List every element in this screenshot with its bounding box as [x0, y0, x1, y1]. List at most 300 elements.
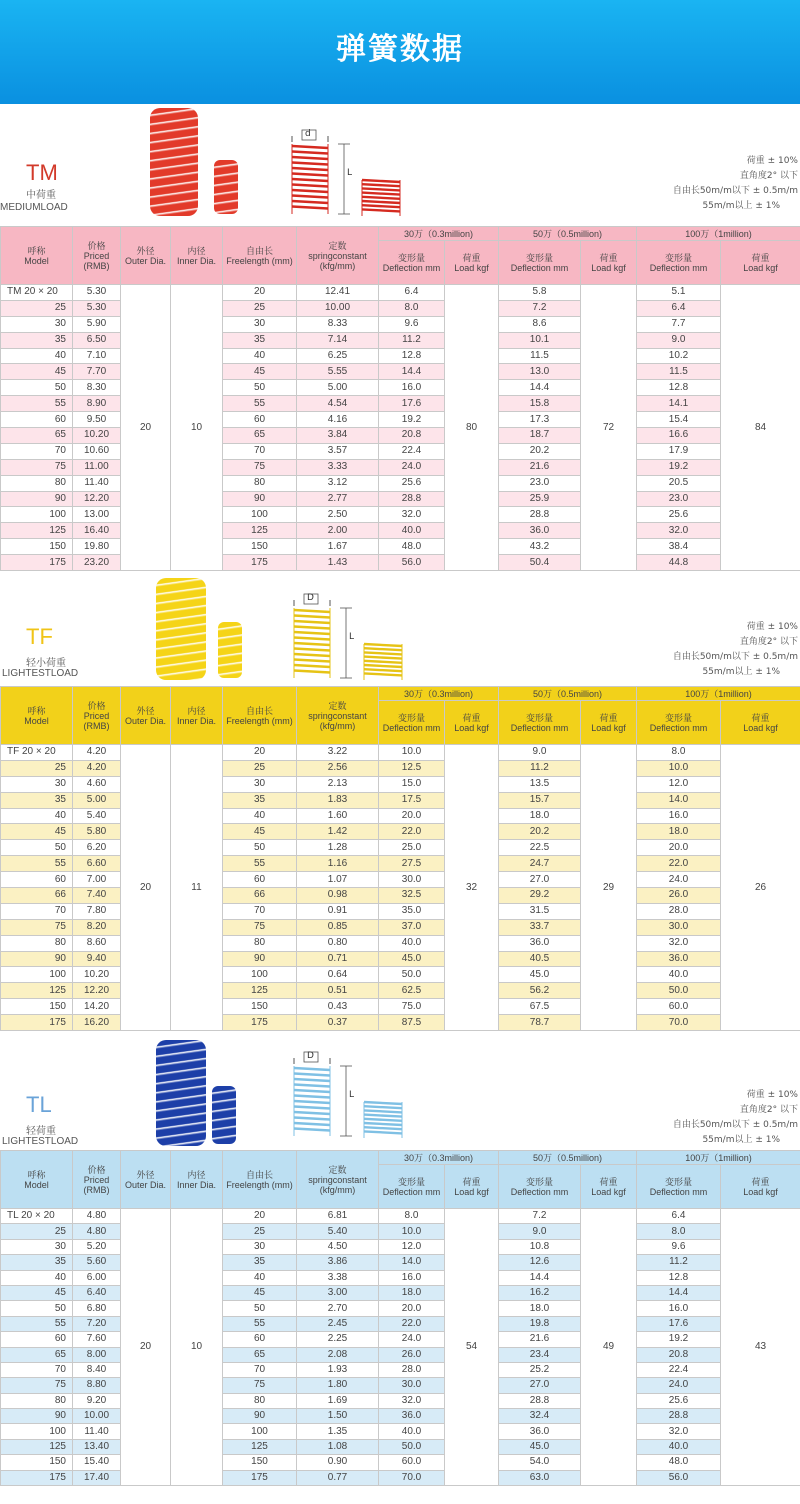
header-cn: 变形量 — [397, 712, 425, 723]
table-row — [1, 1393, 800, 1408]
cell-price: 6.60 — [73, 856, 121, 872]
cell-deflection-30: 10.0 — [379, 745, 445, 761]
cell-price: 9.40 — [73, 951, 121, 967]
header-cn: 外径 — [136, 1169, 155, 1180]
cell-deflection-100: 40.0 — [637, 967, 721, 983]
table-row — [1, 903, 800, 919]
header-deflection — [379, 1165, 445, 1209]
table-row — [1, 1424, 800, 1439]
cell-spring-constant: 1.35 — [297, 1424, 379, 1439]
spring-photo-small — [212, 1086, 236, 1144]
cell-deflection-30: 10.0 — [379, 1224, 445, 1239]
cell-price: 15.40 — [73, 1455, 121, 1470]
cell-price: 5.30 — [73, 300, 121, 316]
header-en: Load kgf — [454, 262, 489, 273]
cell-price: 11.00 — [73, 459, 121, 475]
cell-price: 17.40 — [73, 1470, 121, 1485]
header-cycle: 50万（0.5million) — [499, 227, 637, 241]
table-row — [1, 475, 800, 491]
tolerance-note: 55m/m以上 ± 1% — [702, 201, 780, 211]
table-row — [1, 1347, 800, 1362]
cell-deflection-100: 20.0 — [637, 840, 721, 856]
header-inner-dia — [171, 227, 223, 285]
cell-deflection-30: 56.0 — [379, 555, 445, 571]
cell-deflection-50: 23.0 — [499, 475, 581, 491]
cell-freelength: 90 — [223, 491, 297, 507]
cell-freelength: 55 — [223, 396, 297, 412]
header-load — [445, 1165, 499, 1209]
header-en: Freelength (mm) — [226, 715, 293, 726]
cell-price: 5.80 — [73, 824, 121, 840]
diagram-label-d: D — [307, 1051, 314, 1061]
header-cn: 呼称 — [27, 245, 46, 256]
header-cn: 呼称 — [27, 1169, 46, 1180]
tolerance-note: 荷重 ± 10% — [746, 156, 798, 166]
table-row — [1, 760, 800, 776]
cell-freelength: 35 — [223, 1255, 297, 1270]
header-cn: 呼称 — [27, 705, 46, 716]
table-row — [1, 1224, 800, 1239]
cell-deflection-30: 26.0 — [379, 1347, 445, 1362]
cell-spring-constant: 0.91 — [297, 903, 379, 919]
series-code: TF — [26, 624, 53, 649]
table-row — [1, 792, 800, 808]
header-cn: 价格 — [87, 240, 106, 251]
title-banner — [0, 0, 800, 104]
cell-deflection-30: 24.0 — [379, 459, 445, 475]
cell-deflection-30: 16.0 — [379, 1270, 445, 1285]
spec-table — [0, 226, 800, 571]
tolerance-note: 荷重 ± 10% — [746, 1090, 798, 1100]
cell-freelength: 65 — [223, 1347, 297, 1362]
cell-price: 23.20 — [73, 555, 121, 571]
cell-model: 150 — [1, 999, 73, 1015]
table-row — [1, 412, 800, 428]
table-row — [1, 348, 800, 364]
header-cn: 变形量 — [525, 1176, 553, 1187]
cell-deflection-100: 14.0 — [637, 792, 721, 808]
table-row — [1, 539, 800, 555]
cell-spring-constant: 0.80 — [297, 935, 379, 951]
cell-model: 100 — [1, 1424, 73, 1439]
cell-deflection-50: 21.6 — [499, 1332, 581, 1347]
cell-deflection-50: 10.8 — [499, 1239, 581, 1254]
header-en: Outer Dia. — [124, 1179, 166, 1190]
table-row — [1, 1209, 800, 1224]
header-en: Outer Dia. — [124, 255, 166, 266]
cell-load-50: 72 — [581, 285, 637, 571]
table-row — [1, 1301, 800, 1316]
header-en: Deflection mm — [510, 262, 569, 273]
cell-spring-constant: 2.45 — [297, 1316, 379, 1331]
cell-deflection-30: 25.0 — [379, 840, 445, 856]
cell-inner-dia: 10 — [171, 285, 223, 571]
cell-freelength: 75 — [223, 919, 297, 935]
cell-deflection-50: 8.6 — [499, 316, 581, 332]
cell-deflection-50: 18.7 — [499, 428, 581, 444]
cell-deflection-50: 31.5 — [499, 903, 581, 919]
table-row — [1, 1255, 800, 1270]
series-name-cn: 轻小荷重 — [26, 658, 66, 669]
header-en: Model — [24, 1179, 49, 1190]
table-row — [1, 555, 800, 571]
series-name-en: MEDIUMLOAD — [0, 202, 68, 213]
cell-deflection-50: 45.0 — [499, 967, 581, 983]
cell-deflection-50: 15.7 — [499, 792, 581, 808]
cell-deflection-100: 15.4 — [637, 412, 721, 428]
header-cn: 价格 — [87, 700, 106, 711]
series-name-cn: 中荷重 — [26, 190, 56, 201]
header-cn: 外径 — [136, 245, 155, 256]
cell-deflection-100: 22.0 — [637, 856, 721, 872]
table-row — [1, 300, 800, 316]
cell-spring-constant: 3.12 — [297, 475, 379, 491]
header-spring-constant — [297, 227, 379, 285]
cell-deflection-100: 16.6 — [637, 428, 721, 444]
cell-model: 125 — [1, 1439, 73, 1454]
header-en: Deflection mm — [510, 722, 569, 733]
cell-deflection-30: 22.0 — [379, 1316, 445, 1331]
header-cn: 变形量 — [664, 252, 692, 263]
cell-deflection-100: 14.1 — [637, 396, 721, 412]
cell-price: 8.80 — [73, 1378, 121, 1393]
cell-deflection-30: 35.0 — [379, 903, 445, 919]
diagram-label-d: d — [305, 129, 311, 139]
header-en: Inner Dia. — [176, 255, 217, 266]
cell-deflection-30: 20.0 — [379, 1301, 445, 1316]
cell-deflection-50: 11.2 — [499, 760, 581, 776]
cell-price: 6.50 — [73, 332, 121, 348]
cell-freelength: 35 — [223, 792, 297, 808]
cell-deflection-30: 6.4 — [379, 285, 445, 301]
cell-deflection-30: 16.0 — [379, 380, 445, 396]
header-en: Freelength (mm) — [226, 255, 293, 266]
cell-model: 45 — [1, 824, 73, 840]
spring-photo-large — [156, 1040, 206, 1146]
cell-freelength: 30 — [223, 776, 297, 792]
cell-spring-constant: 1.60 — [297, 808, 379, 824]
cell-model: 100 — [1, 967, 73, 983]
cell-price: 8.40 — [73, 1362, 121, 1377]
cell-spring-constant: 2.56 — [297, 760, 379, 776]
tolerance-note: 自由长50m/m以下 ± 0.5m/m — [672, 1120, 798, 1130]
cell-deflection-100: 30.0 — [637, 919, 721, 935]
series-name-cn: 轻荷重 — [26, 1126, 56, 1137]
table-row — [1, 872, 800, 888]
cell-deflection-50: 7.2 — [499, 300, 581, 316]
cell-deflection-30: 18.0 — [379, 1285, 445, 1300]
cell-spring-constant: 1.07 — [297, 872, 379, 888]
header-cycle: 30万（0.3million) — [379, 227, 499, 241]
cell-model: TF 20 × 20 — [1, 745, 73, 761]
header-load — [581, 701, 637, 745]
cell-deflection-50: 12.6 — [499, 1255, 581, 1270]
table-row — [1, 967, 800, 983]
header-deflection — [379, 241, 445, 285]
cell-deflection-50: 32.4 — [499, 1409, 581, 1424]
cell-deflection-50: 36.0 — [499, 1424, 581, 1439]
cell-price: 6.20 — [73, 840, 121, 856]
cell-model: 65 — [1, 1347, 73, 1362]
tolerance-note: 直角度2° 以下 — [739, 1105, 798, 1115]
header-en: Freelength (mm) — [226, 1179, 293, 1190]
header-cn: 变形量 — [664, 1176, 692, 1187]
cell-deflection-50: 27.0 — [499, 1378, 581, 1393]
cell-model: 55 — [1, 856, 73, 872]
cell-deflection-50: 56.2 — [499, 983, 581, 999]
header-outer-dia — [121, 1151, 171, 1209]
header-cn: 自由长 — [245, 705, 273, 716]
cell-freelength: 100 — [223, 967, 297, 983]
header-cn: 变形量 — [664, 712, 692, 723]
cell-freelength: 100 — [223, 507, 297, 523]
cell-deflection-100: 25.6 — [637, 1393, 721, 1408]
cell-deflection-50: 22.5 — [499, 840, 581, 856]
cell-deflection-30: 30.0 — [379, 872, 445, 888]
cell-deflection-100: 56.0 — [637, 1470, 721, 1485]
table-row — [1, 443, 800, 459]
cell-freelength: 75 — [223, 1378, 297, 1393]
cell-model: TL 20 × 20 — [1, 1209, 73, 1224]
header-cycle: 30万（0.3million) — [379, 687, 499, 701]
cell-deflection-50: 9.0 — [499, 1224, 581, 1239]
cell-freelength: 60 — [223, 872, 297, 888]
table-row — [1, 1285, 800, 1300]
cell-load-30: 54 — [445, 1209, 499, 1486]
cell-deflection-100: 8.0 — [637, 745, 721, 761]
cell-model: 90 — [1, 491, 73, 507]
cell-deflection-100: 11.2 — [637, 1255, 721, 1270]
cell-model: 90 — [1, 951, 73, 967]
cell-deflection-100: 12.8 — [637, 1270, 721, 1285]
cell-deflection-100: 7.7 — [637, 316, 721, 332]
cell-model: 55 — [1, 396, 73, 412]
cell-deflection-30: 19.2 — [379, 412, 445, 428]
cell-price: 7.00 — [73, 872, 121, 888]
table-row — [1, 856, 800, 872]
header-inner-dia — [171, 1151, 223, 1209]
cell-spring-constant: 1.42 — [297, 824, 379, 840]
header-en: Deflection mm — [382, 262, 441, 273]
cell-deflection-30: 32.0 — [379, 507, 445, 523]
cell-deflection-50: 21.6 — [499, 459, 581, 475]
cell-deflection-100: 19.2 — [637, 1332, 721, 1347]
cell-deflection-50: 15.8 — [499, 396, 581, 412]
header-en: Load kgf — [591, 1186, 626, 1197]
header-load — [581, 241, 637, 285]
cell-freelength: 35 — [223, 332, 297, 348]
cell-deflection-100: 28.8 — [637, 1409, 721, 1424]
cell-price: 13.00 — [73, 507, 121, 523]
header-model — [1, 227, 73, 285]
cell-freelength: 175 — [223, 1470, 297, 1485]
cell-spring-constant: 3.00 — [297, 1285, 379, 1300]
header-cn: 荷重 — [751, 252, 770, 263]
header-spring-constant — [297, 687, 379, 745]
cell-model: 55 — [1, 1316, 73, 1331]
table-row — [1, 1362, 800, 1377]
cell-freelength: 20 — [223, 745, 297, 761]
cell-deflection-50: 36.0 — [499, 523, 581, 539]
header-load — [581, 1165, 637, 1209]
cell-spring-constant: 1.50 — [297, 1409, 379, 1424]
table-row — [1, 1455, 800, 1470]
cell-deflection-30: 11.2 — [379, 332, 445, 348]
cell-deflection-100: 10.2 — [637, 348, 721, 364]
header-cn: 荷重 — [462, 252, 481, 263]
cell-price: 7.10 — [73, 348, 121, 364]
cell-freelength: 55 — [223, 1316, 297, 1331]
cell-load-50: 49 — [581, 1209, 637, 1486]
table-row — [1, 776, 800, 792]
tolerance-note: 55m/m以上 ± 1% — [702, 667, 780, 677]
cell-model: 25 — [1, 300, 73, 316]
cell-deflection-100: 48.0 — [637, 1455, 721, 1470]
header-en: Deflection mm — [382, 1186, 441, 1197]
cell-spring-constant: 3.84 — [297, 428, 379, 444]
table-row — [1, 285, 800, 301]
cell-model: 70 — [1, 1362, 73, 1377]
cell-model: 50 — [1, 380, 73, 396]
cell-deflection-100: 32.0 — [637, 1424, 721, 1439]
cell-price: 19.80 — [73, 539, 121, 555]
cell-model: 75 — [1, 919, 73, 935]
tolerance-notes — [673, 154, 798, 214]
cell-spring-constant: 4.16 — [297, 412, 379, 428]
cell-freelength: 25 — [223, 300, 297, 316]
header-freelength — [223, 1151, 297, 1209]
table-row — [1, 428, 800, 444]
cell-price: 11.40 — [73, 1424, 121, 1439]
table-row — [1, 491, 800, 507]
cell-price: 5.90 — [73, 316, 121, 332]
cell-model: 70 — [1, 443, 73, 459]
header-inner-dia — [171, 687, 223, 745]
header-load — [445, 241, 499, 285]
cell-spring-constant: 2.70 — [297, 1301, 379, 1316]
cell-spring-constant: 0.77 — [297, 1470, 379, 1485]
table-row — [1, 999, 800, 1015]
cell-price: 7.80 — [73, 903, 121, 919]
spring-photo-large — [156, 578, 206, 680]
cell-deflection-100: 10.0 — [637, 760, 721, 776]
table-row — [1, 919, 800, 935]
tolerance-notes — [673, 1088, 798, 1148]
header-en: Load kgf — [454, 1186, 489, 1197]
table-row — [1, 507, 800, 523]
cell-deflection-30: 30.0 — [379, 1378, 445, 1393]
cell-model: 65 — [1, 428, 73, 444]
table-row — [1, 840, 800, 856]
cell-model: 50 — [1, 840, 73, 856]
header-price — [73, 1151, 121, 1209]
cell-model: 60 — [1, 412, 73, 428]
cell-deflection-30: 15.0 — [379, 776, 445, 792]
cell-model: 60 — [1, 1332, 73, 1347]
header-cycle: 100万（1million) — [637, 1151, 800, 1165]
header-spring-constant — [297, 1151, 379, 1209]
cell-deflection-50: 28.8 — [499, 1393, 581, 1408]
cell-deflection-50: 36.0 — [499, 935, 581, 951]
cell-deflection-30: 32.5 — [379, 888, 445, 904]
header-cn: 变形量 — [397, 1176, 425, 1187]
header-cn: 自由长 — [245, 245, 273, 256]
cell-model: 70 — [1, 903, 73, 919]
cell-price: 5.00 — [73, 792, 121, 808]
cell-freelength: 90 — [223, 1409, 297, 1424]
header-en: Model — [24, 715, 49, 726]
cell-freelength: 80 — [223, 935, 297, 951]
cell-spring-constant: 0.71 — [297, 951, 379, 967]
cell-deflection-30: 8.0 — [379, 300, 445, 316]
header-en: Load kgf — [454, 722, 489, 733]
cell-deflection-100: 70.0 — [637, 1015, 721, 1031]
header-price — [73, 687, 121, 745]
header-cycle: 100万（1million) — [637, 687, 800, 701]
header-deflection — [637, 701, 721, 745]
table-row — [1, 332, 800, 348]
header-deflection — [499, 701, 581, 745]
cell-deflection-100: 18.0 — [637, 824, 721, 840]
table-row — [1, 316, 800, 332]
header-cn: 荷重 — [751, 712, 770, 723]
cell-load-30: 80 — [445, 285, 499, 571]
diagram-label-l: L — [347, 168, 353, 178]
cell-price: 6.00 — [73, 1270, 121, 1285]
cell-deflection-30: 20.8 — [379, 428, 445, 444]
cell-freelength: 20 — [223, 1209, 297, 1224]
header-cn: 定数 — [328, 240, 347, 251]
cell-spring-constant: 3.33 — [297, 459, 379, 475]
header-deflection — [499, 1165, 581, 1209]
cell-deflection-50: 29.2 — [499, 888, 581, 904]
cell-deflection-100: 9.0 — [637, 332, 721, 348]
cell-deflection-30: 12.8 — [379, 348, 445, 364]
cell-spring-constant: 0.43 — [297, 999, 379, 1015]
cell-spring-constant: 1.67 — [297, 539, 379, 555]
table-row — [1, 808, 800, 824]
header-deflection — [637, 241, 721, 285]
cell-price: 8.90 — [73, 396, 121, 412]
header-load — [721, 701, 800, 745]
cell-deflection-30: 36.0 — [379, 1409, 445, 1424]
page-title: 弹簧数据 — [336, 32, 464, 67]
cell-deflection-30: 17.6 — [379, 396, 445, 412]
table-row — [1, 745, 800, 761]
cell-deflection-100: 44.8 — [637, 555, 721, 571]
header-en: Deflection mm — [649, 722, 708, 733]
cell-model: 80 — [1, 1393, 73, 1408]
diagram-label-l: L — [349, 1090, 355, 1100]
header-en: springconstant (kfg/mm) — [308, 250, 367, 271]
cell-deflection-30: 28.8 — [379, 491, 445, 507]
cell-deflection-30: 50.0 — [379, 967, 445, 983]
cell-freelength: 70 — [223, 903, 297, 919]
series-code: TL — [26, 1092, 52, 1117]
header-cycle: 30万（0.3million) — [379, 1151, 499, 1165]
cell-price: 4.80 — [73, 1209, 121, 1224]
cell-outer-dia: 20 — [121, 1209, 171, 1486]
cell-model: 30 — [1, 316, 73, 332]
cell-price: 5.40 — [73, 808, 121, 824]
cell-deflection-100: 16.0 — [637, 1301, 721, 1316]
cell-deflection-50: 25.9 — [499, 491, 581, 507]
cell-price: 9.50 — [73, 412, 121, 428]
table-row — [1, 1409, 800, 1424]
cell-deflection-30: 60.0 — [379, 1455, 445, 1470]
cell-price: 5.30 — [73, 285, 121, 301]
cell-freelength: 45 — [223, 1285, 297, 1300]
